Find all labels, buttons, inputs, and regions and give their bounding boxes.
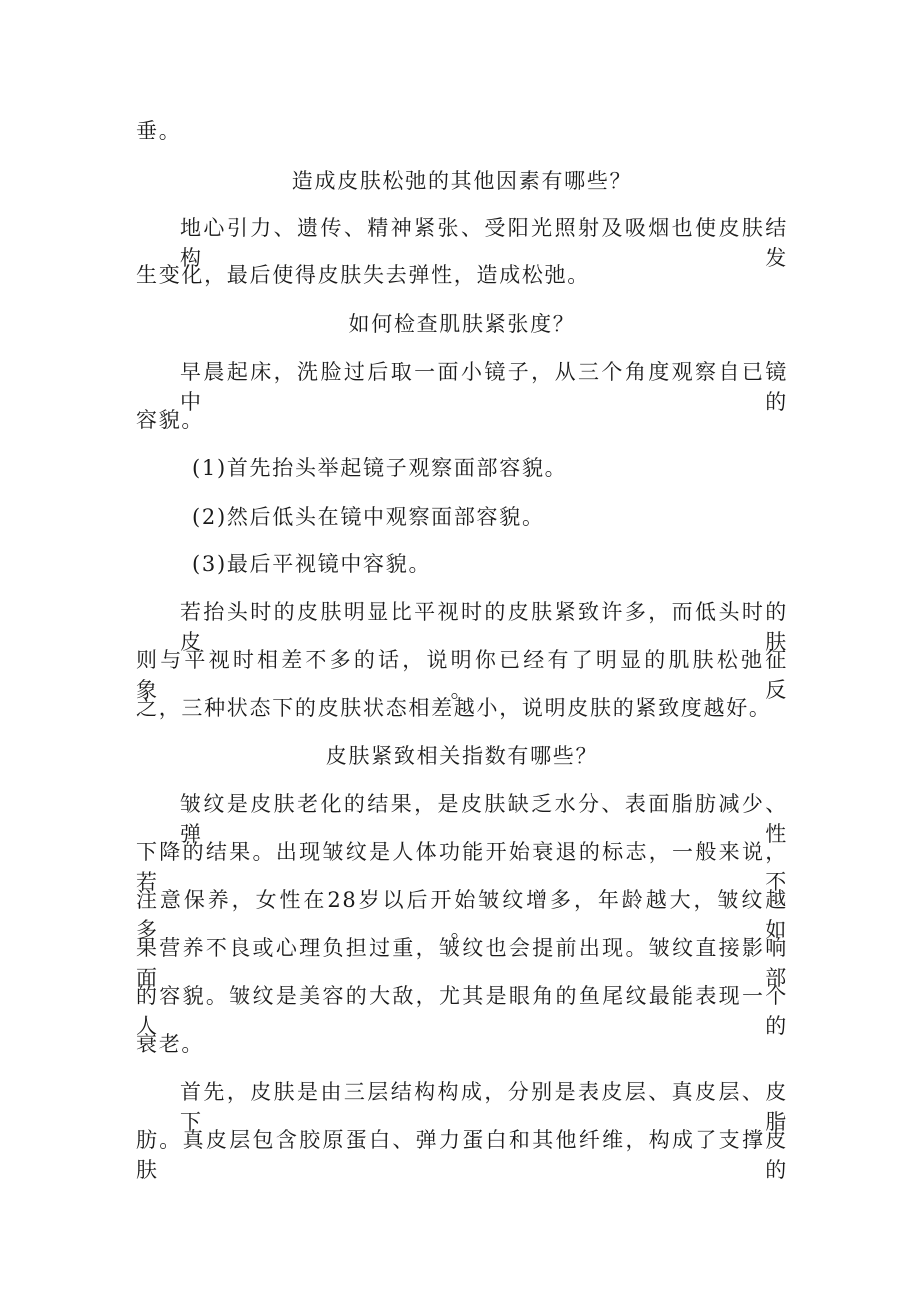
text-line: 垂。 xyxy=(136,119,182,143)
text-line: 果营养不良或心理负担过重，皱纹也会提前出现。皱纹直接影响面部 xyxy=(136,936,788,990)
text-line: 下降的结果。出现皱纹是人体功能开始衰退的标志，一般来说，若不 xyxy=(136,840,788,894)
section-heading: 如何检查肌肤紧张度？ xyxy=(348,312,576,336)
text-line: 容貌。 xyxy=(136,408,205,432)
section-heading: 造成皮肤松弛的其他因素有哪些？ xyxy=(291,169,633,193)
text-line: 的容貌。皱纹是美容的大敌，尤其是眼角的鱼尾纹最能表现一个人的 xyxy=(136,984,788,1038)
text-line: 则与平视时相差不多的话，说明你已经有了明显的肌肤松弛征象。反 xyxy=(136,648,788,702)
text-line: 皱纹是皮肤老化的结果，是皮肤缺乏水分、表面脂肪减少、弹性 xyxy=(180,792,788,846)
text-line: 地心引力、遗传、精神紧张、受阳光照射及吸烟也使皮肤结构发 xyxy=(180,216,788,270)
text-line: 之，三种状态下的皮肤状态相差越小，说明皮肤的紧致度越好。 xyxy=(136,696,772,720)
text-line: 早晨起床，洗脸过后取一面小镜子，从三个角度观察自已镜中的 xyxy=(180,360,788,414)
text-line: 注意保养，女性在28岁以后开始皱纹增多，年龄越大，皱纹越多。如 xyxy=(136,888,788,942)
text-line: 若抬头时的皮肤明显比平视时的皮肤紧致许多，而低头时的皮肤 xyxy=(180,600,788,654)
list-item: (1)首先抬头举起镜子观察面部容貌。 xyxy=(192,456,568,480)
list-item: (3)最后平视镜中容貌。 xyxy=(192,552,432,576)
text-line: 首先，皮肤是由三层结构构成，分别是表皮层、真皮层、皮下脂 xyxy=(180,1080,788,1134)
text-line: 生变化，最后使得皮肤失去弹性，造成松弛。 xyxy=(136,263,590,287)
list-item: (2)然后低头在镜中观察面部容貌。 xyxy=(192,505,545,529)
section-heading: 皮肤紧致相关指数有哪些？ xyxy=(325,744,599,768)
text-line: 衰老。 xyxy=(136,1032,205,1056)
text-line: 肪。真皮层包含胶原蛋白、弹力蛋白和其他纤维，构成了支撑皮肤的 xyxy=(136,1128,788,1182)
